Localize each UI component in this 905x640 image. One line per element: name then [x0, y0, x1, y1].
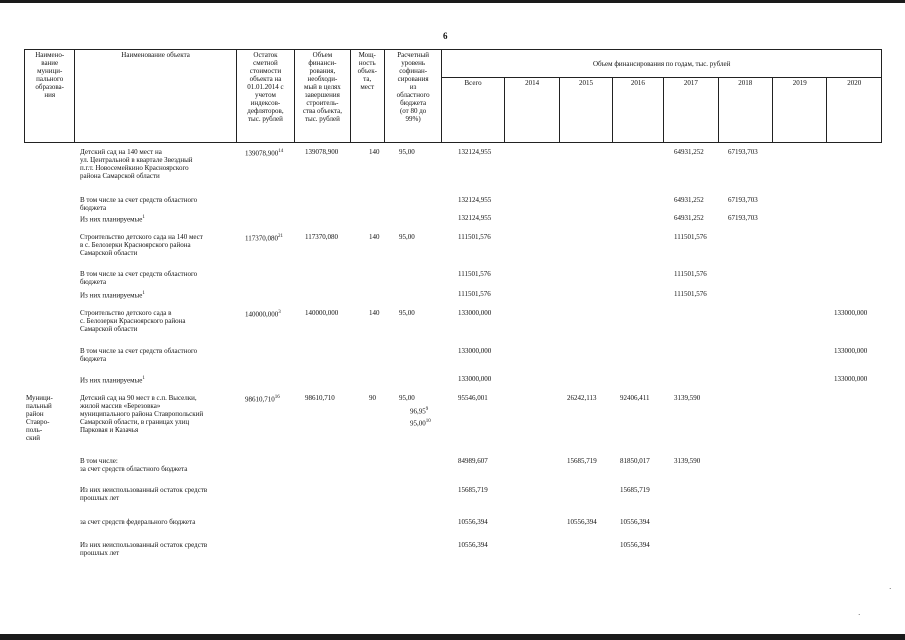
row-funding-volume: 139078,900 [305, 148, 339, 156]
footnote-ref: 14 [278, 149, 284, 154]
scan-top-border [0, 0, 905, 3]
header-year: Всего [442, 78, 505, 143]
header-object: Наименование объекта [75, 50, 236, 143]
row-object-name: В том числе за счет средств областного бюджета [80, 270, 198, 286]
row-cofinancing-level-alt: 96,95$^9$ [410, 407, 429, 416]
row-object-name: Из них планируемые$^1$ [80, 291, 145, 300]
row-capacity: 140 [369, 148, 380, 156]
header-remaining-cost: Остаток сметной стоимости объекта на 01.01.2014 с учетом индексов- дефляторов, тыс. рублей [236, 50, 294, 143]
row-object-name: Детский сад на 90 мест в с.п. Выселки, жилой массив «Березовка» муниципального района Ставропольский Самарской области, в границах улиц Парковая и Казачья [80, 394, 204, 434]
row-total: 10556,394 [458, 518, 488, 526]
footnote-ref: 21 [278, 234, 283, 239]
header-year: 2016 [612, 78, 663, 143]
row-value-2020: 133000,000 [834, 309, 868, 317]
row-total: 132124,955 [458, 196, 492, 204]
row-value-2017: 64931,252 [674, 214, 704, 222]
footnote-ref: 10 [425, 419, 431, 424]
row-funding-volume: 98610,710 [305, 394, 335, 402]
row-total: 111501,576 [458, 270, 491, 278]
row-object-name: Из них планируемые$^1$ [80, 215, 145, 224]
row-value-2016: 10556,394 [620, 518, 650, 526]
row-value-2017: 111501,576 [674, 233, 707, 241]
scan-mark: · [858, 611, 861, 619]
page-number: 6 [443, 31, 448, 41]
footnote-ref: 3 [278, 310, 281, 315]
row-object-name: Детский сад на 140 мест на ул. Центральной в квартале Звездный п.г.т. Новосемейкино Красноярского района Самарской области [80, 148, 193, 180]
header-cofinancing: Расчетный уровень софинан- сирования из областного бюджета (от 80 до 99%) [384, 50, 441, 143]
header-year: 2019 [773, 78, 827, 143]
row-value-2016: 15685,719 [620, 486, 650, 494]
row-value-2016: 81850,017 [620, 457, 650, 465]
header-municipality: Наимено- вание муници- пального образова- ния [25, 50, 75, 143]
row-cofinancing-level: 95,00 [399, 394, 415, 402]
row-capacity: 90 [369, 394, 376, 402]
row-object-name: Из них неиспользованный остаток средств прошлых лет [80, 541, 208, 557]
row-object-name: за счет средств федерального бюджета [80, 518, 196, 526]
row-cofinancing-level: 95,00 [399, 233, 415, 241]
row-total: 15685,719 [458, 486, 488, 494]
row-capacity: 140 [369, 309, 380, 317]
row-object-name: Из них неиспользованный остаток средств прошлых лет [80, 486, 208, 502]
row-remaining-cost: 140000,000$^3$ [245, 310, 281, 319]
header-funding-by-year: Объем финансирования по годам, тыс. рублей [442, 50, 882, 78]
row-funding-volume: 117370,080 [305, 233, 338, 241]
header-year: 2015 [560, 78, 612, 143]
row-object-name: Строительство детского сада на 140 мест в с. Белозерки Красноярского района Самарской области [80, 233, 203, 257]
footnote-ref: 9 [425, 407, 429, 412]
footnote-ref: 1 [142, 376, 145, 381]
row-total: 111501,576 [458, 290, 491, 298]
row-object-name: В том числе за счет средств областного бюджета [80, 347, 198, 363]
row-object-name: В том числе за счет средств областного бюджета [80, 196, 198, 212]
row-total: 133000,000 [458, 347, 492, 355]
row-value-2018: 67193,703 [728, 214, 758, 222]
row-value-2015: 15685,719 [567, 457, 597, 465]
row-value-2017: 3139,590 [674, 457, 701, 465]
row-total: 95546,001 [458, 394, 488, 402]
row-remaining-cost: 117370,080$^{21}$ [245, 234, 283, 243]
row-object-name: Строительство детского сада в с. Белозерки Красноярского района Самарской области [80, 309, 186, 333]
row-total: 84989,607 [458, 457, 488, 465]
row-value-2015: 10556,394 [567, 518, 597, 526]
row-remaining-cost: 139078,900$^{14}$ [245, 149, 284, 158]
header-year: 2020 [827, 78, 882, 143]
row-value-2015: 26242,113 [567, 394, 597, 402]
header-year: 2017 [664, 78, 718, 143]
row-remaining-cost: 98610,710$^{16}$ [245, 395, 280, 404]
footnote-ref: 1 [142, 215, 145, 220]
row-value-2017: 111501,576 [674, 290, 707, 298]
table-header [24, 49, 882, 143]
row-value-2017: 64931,252 [674, 148, 704, 156]
row-object-name: В том числе: за счет средств областного бюджета [80, 457, 188, 473]
header-funding-volume: Объем финанси- рования, необходи- мый в целях завершения строитель- ства объекта, тыс. рублей [295, 50, 350, 143]
row-total: 10556,394 [458, 541, 488, 549]
row-cofinancing-level: 95,00 [399, 148, 415, 156]
row-total: 133000,000 [458, 309, 492, 317]
footnote-ref: 16 [274, 395, 280, 400]
row-cofinancing-level: 95,00 [399, 309, 415, 317]
row-value-2017: 3139,590 [674, 394, 701, 402]
row-cofinancing-level-alt: 95,00$^{10}$ [410, 419, 431, 428]
row-total: 111501,576 [458, 233, 491, 241]
row-value-2016: 92406,411 [620, 394, 650, 402]
row-object-name: Из них планируемые$^1$ [80, 376, 145, 385]
row-funding-volume: 140000,000 [305, 309, 339, 317]
row-total: 133000,000 [458, 375, 492, 383]
scan-bottom-border [0, 634, 905, 640]
row-total: 132124,955 [458, 214, 492, 222]
row-value-2020: 133000,000 [834, 347, 868, 355]
header-year: 2014 [504, 78, 559, 143]
row-capacity: 140 [369, 233, 380, 241]
row-value-2017: 111501,576 [674, 270, 707, 278]
footnote-ref: 1 [142, 291, 145, 296]
row-value-2018: 67193,703 [728, 148, 758, 156]
row-value-2017: 64931,252 [674, 196, 704, 204]
row-value-2020: 133000,000 [834, 375, 868, 383]
row-value-2016: 10556,394 [620, 541, 650, 549]
scan-mark: · [889, 585, 892, 593]
row-total: 132124,955 [458, 148, 492, 156]
municipality-name: Муници- пальный район Ставро- поль- ский [26, 394, 53, 442]
header-capacity: Мощ- ность объек- та, мест [350, 50, 384, 143]
row-value-2018: 67193,703 [728, 196, 758, 204]
header-year: 2018 [718, 78, 772, 143]
